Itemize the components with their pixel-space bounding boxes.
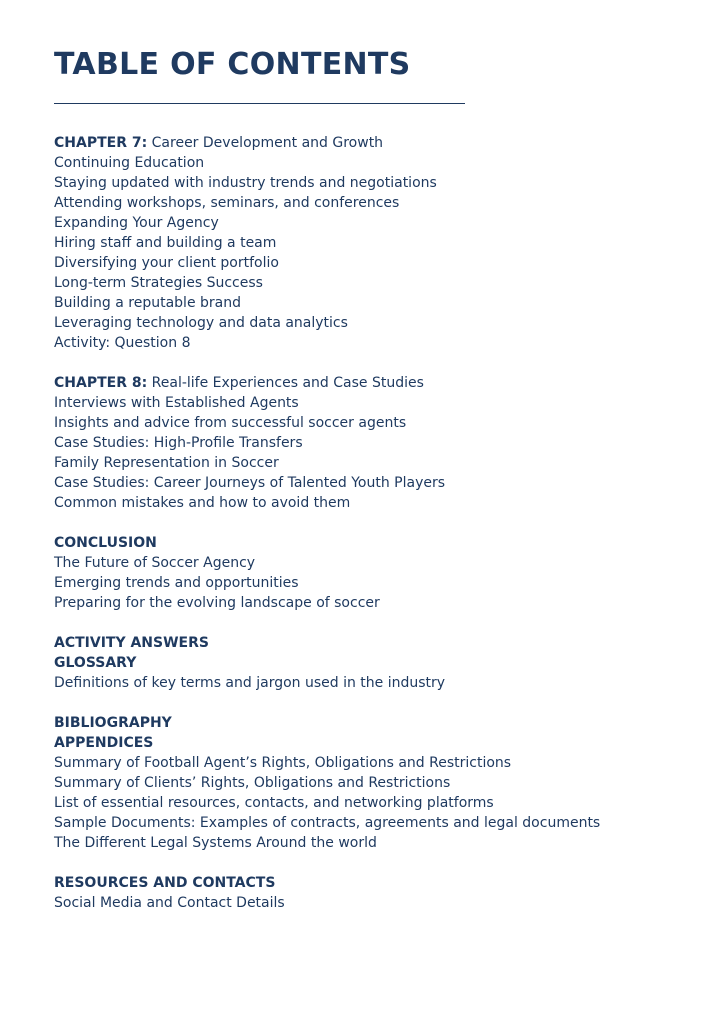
toc-entry: Social Media and Contact Details [54, 895, 285, 911]
toc-entry: Insights and advice from successful soccer agents [54, 415, 407, 431]
toc-entry: Summary of Clients’ Rights, Obligations and Restrictions [54, 775, 451, 791]
toc-entry: Family Representation in Soccer [54, 455, 279, 471]
chapter-7-title: Career Development and Growth [147, 135, 384, 151]
resources-heading: RESOURCES AND CONTACTS [54, 875, 276, 891]
page-title: TABLE OF CONTENTS [54, 47, 411, 82]
toc-entry: Long-term Strategies Success [54, 275, 263, 291]
appendices-heading: APPENDICES [54, 735, 154, 751]
toc-entry: Summary of Football Agent’s Rights, Obligations and Restrictions [54, 755, 512, 771]
section-spacer [54, 613, 674, 633]
toc-entry: Definitions of key terms and jargon used in the industry [54, 675, 446, 691]
toc-entry: Staying updated with industry trends and negotiations [54, 175, 437, 191]
toc-entry: The Future of Soccer Agency [54, 555, 256, 571]
toc-entry: Sample Documents: Examples of contracts, agreements and legal documents [54, 815, 601, 831]
bibliography-heading: BIBLIOGRAPHY [54, 715, 172, 731]
toc-entry: Case Studies: High-Profile Transfers [54, 435, 303, 451]
toc-entry: Attending workshops, seminars, and conferences [54, 195, 400, 211]
activity-answers-heading: ACTIVITY ANSWERS [54, 635, 209, 651]
toc-entry: Emerging trends and opportunities [54, 575, 299, 591]
toc-entry: Building a reputable brand [54, 295, 241, 311]
toc-entry: Common mistakes and how to avoid them [54, 495, 351, 511]
chapter-7-label: CHAPTER 7: [54, 135, 148, 151]
section-spacer [54, 693, 674, 713]
toc-entry: The Different Legal Systems Around the world [54, 835, 377, 851]
section-spacer [54, 853, 674, 873]
toc-entry: Case Studies: Career Journeys of Talented Youth Players [54, 475, 446, 491]
toc-entry: Interviews with Established Agents [54, 395, 299, 411]
toc-entry: List of essential resources, contacts, and networking platforms [54, 795, 494, 811]
toc-entry: Diversifying your client portfolio [54, 255, 279, 271]
toc-entry: Expanding Your Agency [54, 215, 219, 231]
title-divider [54, 103, 465, 104]
toc-entry: Preparing for the evolving landscape of soccer [54, 595, 380, 611]
conclusion-heading: CONCLUSION [54, 535, 157, 551]
chapter-8-title: Real-life Experiences and Case Studies [147, 375, 424, 391]
toc-entry: Leveraging technology and data analytics [54, 315, 348, 331]
toc-entry: Hiring staff and building a team [54, 235, 277, 251]
section-spacer [54, 353, 674, 373]
chapter-8-label: CHAPTER 8: [54, 375, 148, 391]
toc-page [54, 45, 674, 913]
glossary-heading: GLOSSARY [54, 655, 137, 671]
chapter-8-heading [54, 373, 674, 393]
toc-list [54, 133, 674, 913]
section-spacer [54, 513, 674, 533]
chapter-7-heading [54, 133, 674, 153]
toc-entry: Continuing Education [54, 155, 205, 171]
toc-entry: Activity: Question 8 [54, 335, 191, 351]
